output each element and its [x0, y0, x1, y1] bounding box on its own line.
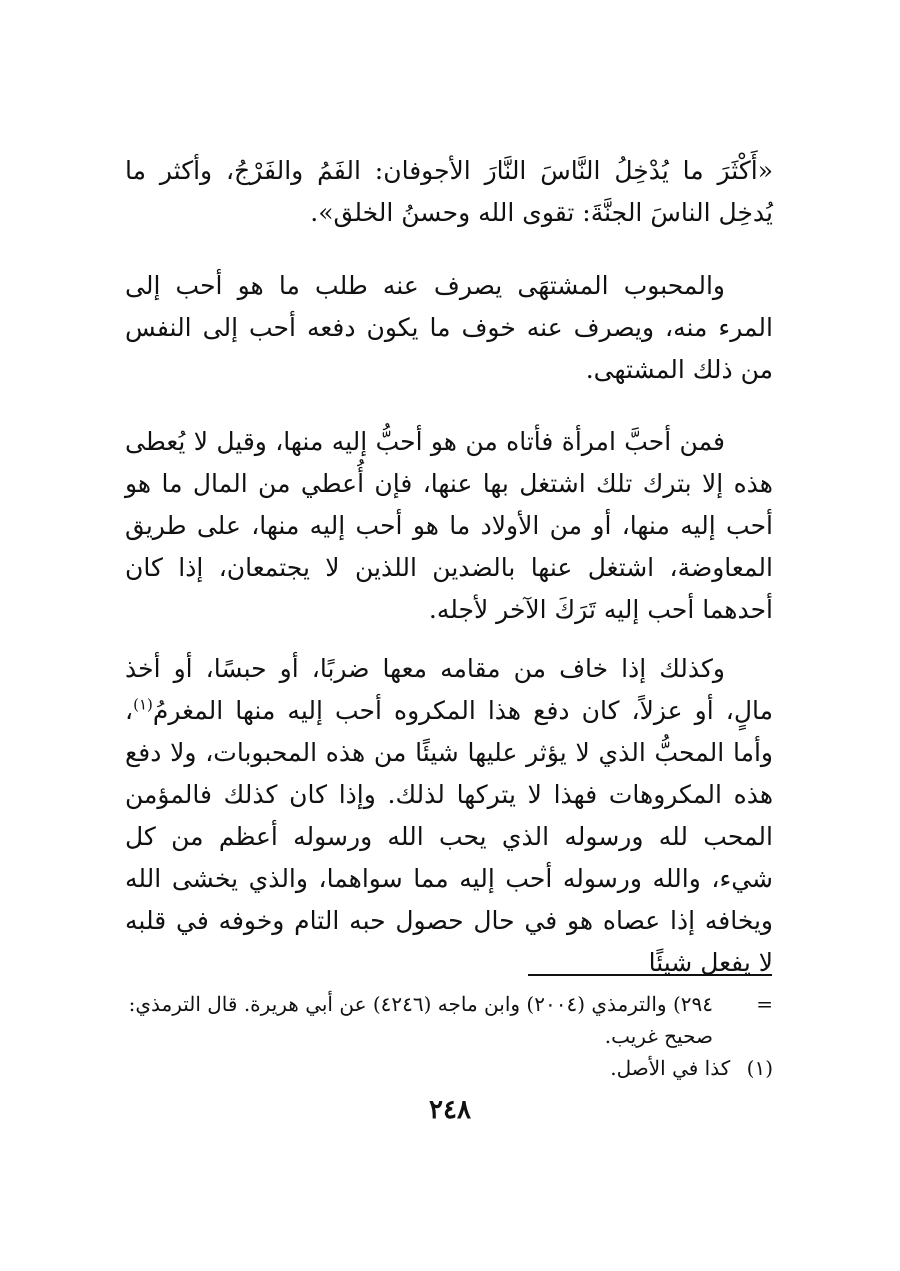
footnote-1-text: كذا في الأصل. [610, 1056, 731, 1080]
paragraph-3-text: فمن أحبَّ امرأة فأتاه من هو أحبُّ إليه منها، وقيل لا يُعطى هذه إلا بترك تلك اشتغل بها عنها، فإن أُعطي من المال ما هو أحب إليه منها، أو من الأولاد ما هو أحب إليه منها، على طريق المعاوضة، اشتغل عنها بالضدين اللذين لا يجتمعان، إذا كان أحدهما أحب إليه تَرَكَ الآخر لأجله. [125, 427, 773, 624]
footnote-continued-line-2: صحيح غريب. [604, 1024, 713, 1048]
paragraph-hadith-quote [125, 150, 773, 234]
paragraph-example-woman [125, 421, 773, 631]
paragraph-2-text: والمحبوب المشتهَى يصرف عنه طلب ما هو أحب إلى المرء منه، ويصرف عنه خوف ما يكون دفعه أحب إلى النفس من ذلك المشتهى. [125, 271, 773, 384]
page-number: ٢٤٨ [429, 1095, 471, 1125]
footnote-continued-line-1 [125, 988, 773, 1020]
paragraph-1-text: «أَكْثَرَ ما يُدْخِلُ النَّاسَ النَّارَ الأجوفان: الفَمُ والفَرْجُ، وأكثر ما يُدخِل الناسَ الجنَّةَ: تقوى الله وحسنُ الخلق». [125, 156, 773, 227]
footnote-reference-1[interactable]: (١) [133, 695, 153, 714]
footnote-continued-text-1: ٢٩٤) والترمذي (٢٠٠٤) وابن ماجه (٤٢٤٦) عن أبي هريرة. قال الترمذي: [128, 992, 713, 1016]
footnote-continuation-mark: = [756, 992, 773, 1016]
footnote-1-number: (١) [746, 1056, 773, 1080]
paragraph-4-text [125, 648, 773, 984]
paragraph-desired-beloved [125, 265, 773, 391]
paragraph-fear-example [125, 648, 773, 984]
footnote-1 [125, 1052, 773, 1084]
paragraph-4-part-after: ، وأما المحبُّ الذي لا يؤثر عليها شيئًا من هذه المحبوبات، ولا دفع هذه المكروهات فهذا لا يتركها لذلك. وإذا كان كذلك فالمؤمن المحب لله ورسوله الذي يحب الله ورسوله أعظم من كل شيء، والله ورسوله أحب إليه مما سواهما، والذي يخشى الله ويخافه إذا عصاه هو في حال حصول حبه التام وخوفه في قلبه لا يفعل شيئًا [125, 696, 773, 977]
footnote-divider [528, 974, 772, 976]
paragraph-4-part-before: وكذلك إذا خاف من مقامه معها ضربًا، أو حبسًا، أو أخذ مالٍ، أو عزلاً، كان دفع هذا المكروه أحب إليه منها المغرمُ [125, 654, 773, 725]
footnotes-section [125, 988, 773, 1084]
